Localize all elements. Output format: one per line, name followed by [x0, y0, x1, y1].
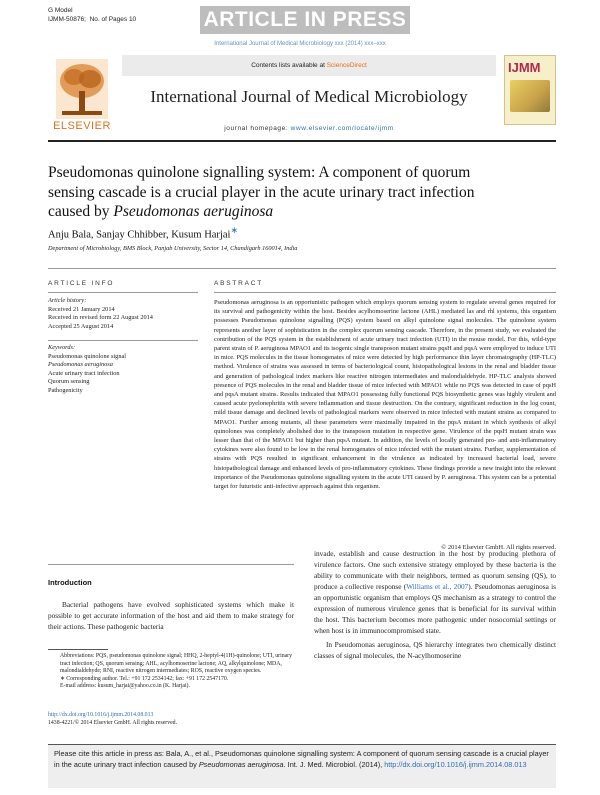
corresponding-author-note: ∗ Corresponding author. Tel.: +91 172 2534142; fax: +91 172 2547170.: [60, 675, 229, 682]
running-journal-line[interactable]: International Journal of Medical Microbiology xxx (2014) xxx–xxx: [214, 41, 386, 47]
article-info-label: ARTICLE INFO: [48, 280, 115, 287]
keyword: Pathogenicity: [48, 386, 83, 394]
elsevier-logo[interactable]: [48, 55, 116, 136]
email-note: E-mail address: kusum_harjai@yahoo.co.in (K. Harjai).: [60, 683, 190, 690]
abstract-rule: [214, 292, 556, 293]
footnote-rule: [48, 649, 108, 650]
article-history: Article history: Received 21 January 2014 Received in revised form 22 August 2014 Accepted 25 August 2014: [48, 297, 153, 330]
journal-header: [48, 55, 556, 136]
footnotes: [48, 653, 294, 691]
elsevier-tree-icon: [56, 59, 108, 119]
citation-doi-link[interactable]: http://dx.doi.org/10.1016/j.ijmm.2014.08.013: [384, 759, 527, 769]
abstract-label: ABSTRACT: [214, 280, 264, 287]
info-divider: [48, 268, 556, 269]
citation-link[interactable]: Williams et al., 2007: [406, 582, 469, 591]
citation-box: Please cite this article in press as: Bala, A., et al., Pseudomonas quinolone signalling system: A component of quorum sensing cascade is a crucial player in the acute urinary tract infection caused by Pseudomonas aeruginosa. Int. J. Med. Microbiol. (2014), http://dx.doi.org/10.1016/j.ijmm.2014.08.013: [48, 744, 556, 788]
article-in-press-banner: ARTICLE IN PRESS: [200, 6, 410, 34]
sciencedirect-link[interactable]: ScienceDirect: [326, 62, 367, 69]
contents-bar: Contents lists available at ScienceDirect: [122, 55, 496, 76]
body-divider: [48, 564, 294, 565]
journal-homepage: journal homepage: www.elsevier.com/locate/ijmm: [224, 125, 394, 132]
abstract-text: Pseudomonas aeruginosa is an opportunistic pathogen which employs quorum sensing system to regulate several genes required for its survival and pathogenicity within the host. Besides acylhomoserine lactone (AHL) mediated las and rhl systems, this organism possesses Pseudomonas quinolone signalling (PQS) system based on alkyl quinolone signal molecules. The quinolone system represents another layer of sophistication in the complex quorum sensing cascade. Therefore, in the present study, we evaluated the contribution of the PQS system in the establishment of acute urinary tract infection (UTI) in the mouse model. For this, wild-type parent strain of P. aeruginosa MPAO1 and its isogenic single transposon mutant strains pqsH and pqsA were employed to induce UTI in mice. PQS molecules in the tissue homogenates of mice were detected by high performance thin layer chromatography (HP-TLC) method. Virulence of strains was assessed in terms of bacteriological count, histopathological lesions in the renal and bladder tissue and generation of pathological index markers like reactive nitrogen intermediates and malondialdehyde. HP-TLC analysis showed presence of PQS molecules in the renal and bladder tissue of mice infected with MPAO1 while no PQS was detected in case of pqsH and pqsA mutant strains. Results indicated that MPAO1 possessing fully functional PQS biosynthetic genes was highly virulent and caused acute pyelonephritis with severe inflammation and tissue destruction. On the contrary, significant reduction in the log count, mild tissue damage and declined levels of pathological markers were observed in mice infected with mutant strains as compared to MPAO1. Further among mutants, all these parameters were maximally impaired in the pqsA mutant in which synthesis of alkyl quinolones was completely abolished due to the transposon mutation in respective gene. Virulence of the pqsH mutant strain was lesser than that of the MPAO1 but higher than pqsA mutant. In addition, the levels of locally generated pro- and anti-inflammatory cytokines were also found to be low in the renal homogenates of mice infected with the mutant strains. Further, supplementation of strains with PQS resulted in significant enhancement in the virulence as indicated by increased bacterial load, severe histopathological damage and enhanced levels of pro-inflammatory cytokines. These findings provide a new insight into the relevant importance of the Pseudomonas quinolone signalling system in the acute UTI caused by P. aeruginosa. This system can be a potential target for futuristic anti-infective approach against this organism.: [214, 299, 556, 491]
body-paragraph: invade, establish and cause destruction in the host by producing plethora of virulence factors. One such extensive strategy employed by these bacteria is the ability to communicate with their neighbors, termed as quorum sensing (QS), to produce a collective response (Williams et al., 2007). Pseudomonas aeruginosa is an opportunistic organism that employs QS mechanism as a strategy to control the expression of numerous virulence genes that is beneficial for its survival within the host. This bacterium becomes more pathogenic under nosocomial settings or when host is in immunocompromised state.: [314, 549, 556, 635]
abbreviations: Abbreviations: PQS, pseudomonas quinolone signal; HHQ, 2-heptyl-4(1H)-quinolone; UTI, urinary tract infection; QS, quorum sensing; AHL, acylhomoserine lactone; AQ, alkylquinolone; MDA, malondialdehyde; RNI, reactive nitrogen intermediates; ROS, reactive oxygen species.: [60, 653, 293, 675]
introduction-heading: Introduction: [48, 578, 92, 587]
issn: 1438-4221/© 2014 Elsevier GmbH. All rights reserved.: [48, 719, 178, 726]
cover-image: [510, 80, 550, 112]
top-meta: [48, 6, 136, 24]
doi-link[interactable]: http://dx.doi.org/10.1016/j.ijmm.2014.08.013: [48, 712, 154, 718]
keywords: Keywords: Pseudomonas quinolone signal Pseudomonas aeruginosa Acute urinary tract infection Quorum sensing Pathogenicity: [48, 344, 127, 394]
right-column: [314, 548, 556, 661]
homepage-link[interactable]: www.elsevier.com/locate/ijmm: [290, 125, 394, 132]
copyright: © 2014 Elsevier GmbH. All rights reserved.: [441, 544, 556, 551]
keyword: Acute urinary tract infection: [48, 369, 120, 377]
author-list: Anju Bala, Sanjay Chhibber, Kusum Harjai∗: [48, 225, 238, 241]
doi-block: [48, 712, 177, 727]
keyword: Pseudomonas aeruginosa: [48, 361, 113, 368]
publisher-name: ELSEVIER: [53, 120, 111, 132]
journal-cover: [504, 55, 556, 125]
header-center: [122, 55, 496, 136]
cover-title: IJMM: [508, 60, 541, 75]
affiliation: Department of Microbiology, BMS Block, Panjab University, Sector 14, Chandigarh 160014, India: [48, 245, 298, 252]
article-info-rule: [48, 292, 198, 293]
article-title: Pseudomonas quinolone signalling system: A component of quorum sensing cascade is a crucial player in the acute urinary tract infection caused by Pseudomonas aeruginosa: [48, 164, 475, 220]
header-divider: [48, 140, 556, 142]
body-paragraph: In Pseudomonas aeruginosa, QS hierarchy integrates two chemically distinct classes of signal molecules, the N-acylhomoserine: [314, 640, 556, 660]
keyword: Quorum sensing: [48, 378, 90, 385]
journal-name: International Journal of Medical Microbiology: [150, 87, 468, 106]
corresponding-author-mark[interactable]: ∗: [230, 225, 238, 235]
model-label: G Model: [48, 7, 73, 14]
keywords-rule: [48, 340, 198, 341]
keyword: Pseudomonas quinolone signal: [48, 352, 127, 360]
intro-paragraph: Bacterial pathogens have evolved sophisticated systems which make it possible to get accurate information of the host and aid them to make strategy for their actions. These pathogenic bacteria: [48, 600, 294, 631]
article-code: IJMM-50876; No. of Pages 10: [48, 16, 137, 23]
